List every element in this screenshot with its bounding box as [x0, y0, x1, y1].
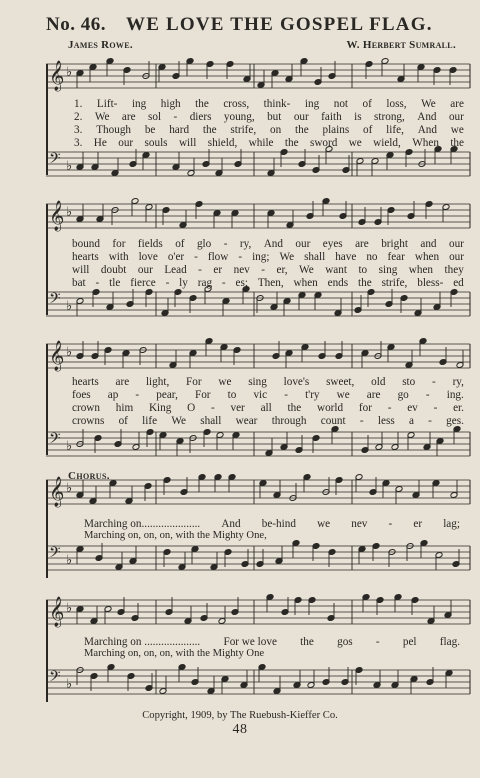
lyric-syllable: sing [248, 376, 267, 388]
lyric-syllable: but [267, 111, 282, 123]
lyric-syllable: think- [263, 98, 291, 110]
lyric-syllable: wear [235, 415, 258, 427]
lyric-syllable: - [221, 277, 226, 289]
lyric-syllable: vic [253, 389, 268, 401]
lyric-syllable: are [366, 389, 381, 401]
lyric-syllable: flow [207, 251, 229, 263]
lyric-syllable: old [371, 376, 386, 388]
lyric-syllable: When [412, 137, 439, 149]
lyric-syllable: o'er [167, 251, 185, 263]
lyric-syllable: no [366, 251, 378, 263]
lyric-syllable: 1. [74, 98, 83, 110]
staff [46, 426, 470, 457]
lyric-syllable: go [397, 389, 409, 401]
lyric-syllable: diers [189, 111, 212, 123]
lyric-syllable: of [118, 415, 128, 427]
music-system-1 [46, 56, 470, 184]
hymn-number: No. 46. [46, 14, 106, 35]
lyric-syllable: rag [197, 277, 213, 289]
lyric-syllable: the [195, 98, 209, 110]
lyric-syllable: they [444, 264, 464, 276]
lyric-syllable: foes [72, 389, 91, 401]
lyric-syllable: doubt [100, 264, 127, 276]
bass-clef-icon: 𝄢 [49, 544, 61, 565]
lyric-syllable: King [148, 402, 172, 414]
lyric-syllable: bound [72, 238, 100, 250]
bass-clef-icon: 𝄢 [49, 668, 61, 689]
lyric-syllable: es; [235, 277, 248, 289]
lyric-syllable: - [238, 251, 243, 263]
lyric-syllable: And [263, 238, 283, 250]
lyric-syllable: are [121, 111, 136, 123]
lyric-syllable: pel [402, 636, 417, 648]
lyric-syllable: faith [321, 111, 342, 123]
lyric-syllable: be-hind [261, 518, 296, 530]
lyric-syllable: are [450, 98, 464, 110]
lyric-syllable: ap [107, 389, 119, 401]
verse-line [72, 238, 464, 250]
lyric-syllable: of [363, 124, 373, 136]
lyric-syllable: We [94, 111, 110, 123]
staff [46, 58, 470, 92]
lyric-syllable: sweet, [326, 376, 355, 388]
lyric-syllable: him [115, 402, 134, 414]
lyric-syllable: all [260, 402, 272, 414]
lyric-syllable: life, [386, 124, 404, 136]
lyric-syllable: hard [169, 124, 190, 136]
lyric-syllable: ends [327, 277, 349, 289]
hymn-credits [68, 39, 456, 53]
flat-icon: ♭ [66, 677, 73, 692]
treble-clef-icon: 𝄞 [49, 341, 65, 371]
flat-icon: ♭ [66, 65, 73, 80]
verse-line [72, 402, 464, 414]
lyric-syllable: nev [233, 264, 250, 276]
lyric-syllable: our [449, 251, 464, 263]
lyric-syllable: when [293, 277, 318, 289]
lyric-syllable: lag; [443, 518, 460, 530]
lyric-syllable: Marching on..................... [84, 518, 201, 530]
lyric-syllable: - [198, 264, 202, 276]
lyric-syllable: O [187, 402, 196, 414]
lyric-syllable: strife, [381, 277, 408, 289]
flat-icon: ♭ [66, 601, 73, 616]
lyric-syllable: through [271, 415, 307, 427]
lyric-syllable: life [142, 415, 158, 427]
lyric-syllable: of [362, 98, 372, 110]
lyric-syllable: sto [402, 376, 416, 388]
lyric-syllable: have [335, 251, 357, 263]
lyric-syllable: - [432, 376, 436, 388]
lyric-syllable: We [171, 415, 186, 427]
music-system-5 [46, 594, 470, 710]
bass-clef-icon: 𝄢 [49, 290, 61, 311]
lyric-syllable: er, [276, 264, 288, 276]
lyric-syllable: - [210, 402, 215, 414]
lyric-syllable: shall [304, 251, 326, 263]
verse-line [72, 415, 464, 427]
lyric-syllable: the [202, 124, 217, 136]
lyric-syllable: and [420, 238, 437, 250]
lyric-syllable: less [377, 415, 395, 427]
staff [46, 594, 470, 628]
flat-icon: ♭ [66, 159, 73, 174]
lyric-syllable: to [358, 264, 368, 276]
verse-line [72, 264, 464, 276]
lyric-syllable: For we love [223, 636, 277, 648]
lyric-syllable: ing [131, 98, 147, 110]
lyric-syllable: sword [309, 137, 338, 149]
flat-icon: ♭ [66, 299, 73, 314]
lyric-syllable: glo [196, 238, 212, 250]
lyric-syllable: ver [230, 402, 245, 414]
lyric-syllable: - [261, 264, 265, 276]
lyric-syllable: high [160, 98, 181, 110]
lyric-syllable: He [93, 137, 107, 149]
lyric-syllable: t'ry [305, 389, 320, 401]
lyric-syllable: We [299, 264, 314, 276]
lyric-syllable: we [348, 137, 362, 149]
flat-icon: ♭ [66, 205, 73, 220]
bass-clef-icon: 𝄢 [49, 150, 61, 171]
lyric-syllable: er [413, 518, 423, 530]
lyric-syllable: we [336, 389, 350, 401]
verse-line [74, 137, 464, 149]
lyric-syllable: the [300, 636, 314, 648]
chorus-echo-line: Marching on, on, on, with the Mighty One [84, 648, 265, 659]
lyric-syllable: - [95, 277, 100, 289]
lyric-syllable: for [112, 238, 126, 250]
music-system-2 [46, 196, 470, 324]
lyric-syllable: Though [96, 124, 132, 136]
lyric-syllable: er [213, 264, 223, 276]
lyric-syllable: for [358, 402, 372, 414]
flat-icon: ♭ [66, 439, 73, 454]
lyric-syllable: bright [381, 238, 408, 250]
lyric-syllable: - [433, 402, 438, 414]
lyric-syllable: shield, [207, 137, 238, 149]
hymn-title: WE LOVE THE GOSPEL FLAG. [126, 14, 433, 35]
treble-clef-icon: 𝄞 [49, 201, 65, 231]
lyric-syllable: - [223, 238, 228, 250]
lyric-syllable: cross, [223, 98, 250, 110]
lyric-syllable: And [221, 518, 241, 530]
lyric-syllable: light, [145, 376, 170, 388]
lyric-syllable: 3. [74, 137, 83, 149]
staff [46, 540, 470, 571]
treble-clef-icon: 𝄞 [49, 61, 65, 91]
lyric-syllable: be [144, 124, 156, 136]
treble-clef-icon: 𝄞 [49, 477, 65, 507]
lyric-syllable: our [448, 238, 464, 250]
lyric-syllable: gos [337, 636, 353, 648]
lyric-syllable: 3. [74, 124, 83, 136]
lyric-syllable: love's [283, 376, 310, 388]
verse-line [74, 124, 464, 136]
lyric-syllable: while [248, 137, 274, 149]
bass-clef-icon: 𝄢 [49, 430, 61, 451]
lyric-syllable: We [421, 98, 436, 110]
lyric-syllable: are [115, 376, 130, 388]
lyric-syllable: - [375, 636, 380, 648]
lyric-syllable: our [137, 264, 153, 276]
lyric-syllable: count [320, 415, 346, 427]
lyric-syllable: we [450, 124, 464, 136]
lyric-syllable: we [317, 518, 331, 530]
lyric-syllable: ly [179, 277, 188, 289]
verse-line [74, 98, 464, 110]
verse-line [72, 389, 464, 401]
lyric-syllable: the [295, 124, 309, 136]
lyric-syllable: not [333, 98, 349, 110]
lyric-syllable: the [284, 137, 299, 149]
lyric-syllable: love [138, 251, 158, 263]
lyric-syllable: on [270, 124, 282, 136]
verse-line [74, 111, 464, 123]
lyric-syllable: pear, [156, 389, 178, 401]
lyric-syllable: world [316, 402, 344, 414]
lyric-syllable: ed [453, 277, 464, 289]
lyric-syllable: - [194, 251, 198, 263]
music-system-3 [46, 336, 470, 464]
lyricist: James Rowe. [68, 39, 133, 51]
lyric-syllable: Marching on .................... [84, 636, 201, 648]
lyric-syllable: - [388, 518, 393, 530]
verse-line [72, 277, 464, 289]
lyric-syllable: fields [137, 238, 163, 250]
lyric-syllable: ry, [452, 376, 464, 388]
lyric-syllable: sing [378, 264, 398, 276]
lyric-syllable: our [118, 137, 134, 149]
lyric-syllable: we [218, 376, 232, 388]
staff [46, 664, 470, 695]
lyric-syllable: fierce [130, 277, 156, 289]
treble-clef-icon: 𝄞 [49, 597, 65, 627]
lyric-syllable: And [417, 124, 437, 136]
lyric-syllable: the [287, 402, 302, 414]
lyric-syllable: strong, [374, 111, 405, 123]
lyric-syllable: will [178, 137, 197, 149]
lyric-syllable: hearts [72, 376, 99, 388]
verse-line [72, 251, 464, 263]
lyric-syllable: are [355, 238, 369, 250]
lyric-syllable: our [295, 238, 311, 250]
lyric-syllable: Then, [257, 277, 284, 289]
lyric-syllable: For [186, 376, 202, 388]
chorus-line [84, 636, 460, 648]
chorus-label: Chorus. [68, 470, 110, 482]
flat-icon: ♭ [66, 553, 73, 568]
chorus-echo-line: Marching on, on, on, with the Mighty One, [84, 530, 267, 541]
lyric-syllable: is [354, 111, 362, 123]
lyric-syllable: our [448, 111, 464, 123]
lyric-syllable: the [450, 137, 464, 149]
staff [46, 146, 470, 177]
chorus-line [84, 518, 460, 530]
lyric-syllable: want [325, 264, 347, 276]
lyric-syllable: bat [72, 277, 86, 289]
verse-line [72, 376, 464, 388]
lyric-syllable: We [279, 251, 295, 263]
lyric-syllable: nev [351, 518, 368, 530]
music-system-4 [46, 474, 470, 590]
lyric-syllable: ry, [239, 238, 252, 250]
lyric-syllable: when [414, 251, 440, 263]
lyric-syllable: flag. [439, 636, 460, 648]
lyric-syllable: of [175, 238, 185, 250]
lyric-syllable: fear [387, 251, 405, 263]
flat-icon: ♭ [66, 481, 73, 496]
lyric-syllable: - [387, 402, 392, 414]
lyric-syllable: - [284, 389, 288, 401]
lyric-syllable: crown [72, 402, 100, 414]
lyric-syllable: - [425, 389, 430, 401]
lyric-syllable: ges. [446, 415, 464, 427]
staff [46, 338, 470, 372]
lyric-syllable: plains [322, 124, 350, 136]
staff [46, 474, 470, 508]
lyric-syllable: ing; [252, 251, 270, 263]
lyric-syllable: will [72, 264, 90, 276]
copyright-notice: Copyright, 1909, by The Ruebush-Kieffer Co. [142, 710, 338, 721]
lyric-syllable: our [293, 111, 309, 123]
lyric-syllable: - [173, 111, 178, 123]
lyric-syllable: - [428, 415, 432, 427]
lyric-syllable: the [358, 277, 372, 289]
lyric-syllable: crowns [72, 415, 105, 427]
lyric-syllable: ing. [446, 389, 464, 401]
lyric-syllable: And [417, 111, 437, 123]
lyric-syllable: Lift- [96, 98, 118, 110]
lyric-syllable: to [227, 389, 237, 401]
lyric-syllable: For [194, 389, 211, 401]
lyric-syllable: with [108, 251, 129, 263]
lyric-syllable: loss, [386, 98, 407, 110]
lyric-syllable: er. [453, 402, 464, 414]
lyric-syllable: wield, [373, 137, 401, 149]
lyric-syllable: ev [407, 402, 418, 414]
lyric-syllable: - [135, 389, 140, 401]
lyric-syllable: when [408, 264, 434, 276]
page-number: 48 [232, 722, 248, 737]
lyric-syllable: Lead [164, 264, 187, 276]
lyric-syllable: young, [223, 111, 255, 123]
lyric-syllable: ing [304, 98, 320, 110]
lyric-syllable: shall [200, 415, 222, 427]
staff [46, 286, 470, 317]
composer: W. Herbert Sumrall. [346, 39, 456, 51]
flat-icon: ♭ [66, 345, 73, 360]
lyric-syllable: strife, [230, 124, 257, 136]
lyric-syllable: eyes [322, 238, 343, 250]
lyric-syllable: souls [144, 137, 168, 149]
lyric-syllable: tle [109, 277, 121, 289]
hymn-header [46, 12, 460, 34]
lyric-syllable: sol [148, 111, 162, 123]
lyric-syllable: bless- [417, 277, 444, 289]
lyric-syllable: 2. [74, 111, 83, 123]
lyric-syllable: a [408, 415, 414, 427]
lyric-syllable: - [165, 277, 170, 289]
lyric-syllable: hearts [72, 251, 99, 263]
staff [46, 198, 470, 232]
lyric-syllable: - [359, 415, 364, 427]
